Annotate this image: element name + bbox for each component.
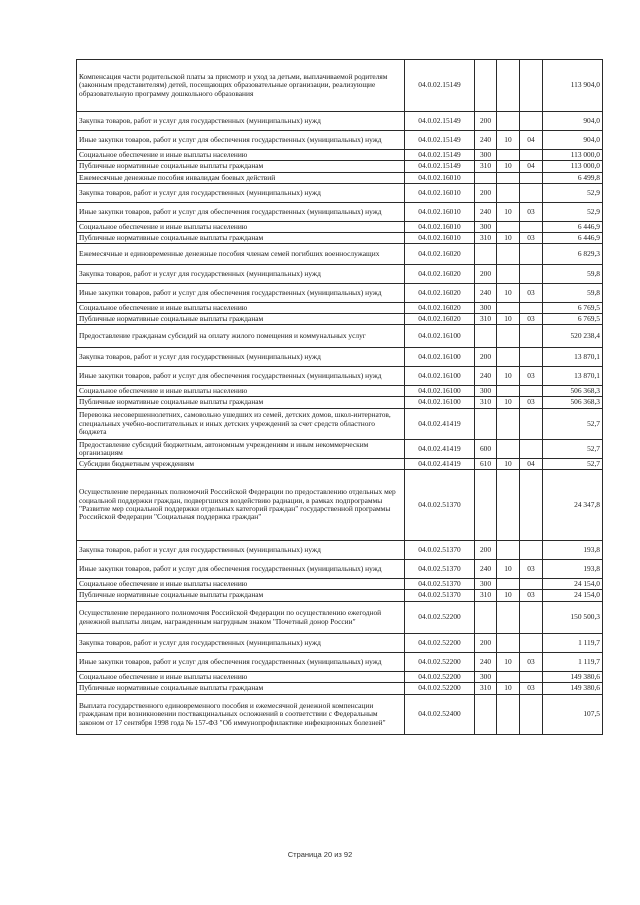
table-row	[77, 440, 603, 459]
row-name: Осуществление переданных полномочий Российской Федерации по предоставлению отдельных мер социальной поддержки граждан, подвергшихся воздействию радиации, в рамках подпрограммы "Развитие мер социальной поддержки отдельных категорий граждан" государственной программы Российской Федерации "Социальная поддержка граждан"	[77, 470, 405, 541]
row-amount: 506 368,3	[543, 397, 603, 409]
row-name: Публичные нормативные социальные выплаты гражданам	[77, 314, 405, 325]
row-expense-type: 310	[475, 683, 497, 695]
row-name: Публичные нормативные социальные выплаты гражданам	[77, 683, 405, 695]
row-subsection	[520, 184, 543, 203]
row-amount: 52,7	[543, 459, 603, 470]
row-name: Публичные нормативные социальные выплаты гражданам	[77, 397, 405, 409]
row-expense-type	[475, 60, 497, 112]
row-code: 04.0.02.51370	[405, 579, 475, 590]
table-row	[77, 131, 603, 150]
table-row	[77, 348, 603, 367]
row-code: 04.0.02.41419	[405, 409, 475, 440]
row-expense-type	[475, 244, 497, 265]
row-section	[497, 303, 520, 314]
row-section: 10	[497, 161, 520, 173]
row-name: Осуществление переданного полномочия Российской Федерации по осуществлению ежегодной денежной выплаты лицам, награжденным нагрудным знаком "Почетный донор России"	[77, 602, 405, 634]
row-subsection: 04	[520, 131, 543, 150]
row-amount: 52,9	[543, 203, 603, 222]
row-expense-type: 300	[475, 303, 497, 314]
row-subsection	[520, 173, 543, 184]
row-section	[497, 184, 520, 203]
row-section: 10	[497, 560, 520, 579]
row-name: Субсидии бюджетным учреждениям	[77, 459, 405, 470]
row-expense-type: 200	[475, 634, 497, 653]
row-subsection: 03	[520, 284, 543, 303]
row-amount: 6 829,3	[543, 244, 603, 265]
row-amount: 6 446,9	[543, 233, 603, 244]
row-code: 04.0.02.16020	[405, 303, 475, 314]
row-expense-type	[475, 325, 497, 348]
row-amount: 904,0	[543, 131, 603, 150]
row-code: 04.0.02.16020	[405, 265, 475, 284]
row-expense-type: 200	[475, 265, 497, 284]
table-row	[77, 560, 603, 579]
row-name: Социальное обеспечение и иные выплаты населению	[77, 672, 405, 683]
table-row	[77, 590, 603, 602]
row-amount: 107,5	[543, 695, 603, 735]
row-section	[497, 470, 520, 541]
row-expense-type: 310	[475, 397, 497, 409]
row-section	[497, 348, 520, 367]
row-expense-type	[475, 409, 497, 440]
row-name: Социальное обеспечение и иные выплаты населению	[77, 386, 405, 397]
table-row	[77, 325, 603, 348]
row-section: 10	[497, 459, 520, 470]
row-subsection	[520, 386, 543, 397]
row-amount: 13 870,1	[543, 367, 603, 386]
row-name: Иные закупки товаров, работ и услуг для обеспечения государственных (муниципальных) нужд	[77, 653, 405, 672]
row-expense-type: 300	[475, 386, 497, 397]
row-section: 10	[497, 683, 520, 695]
row-amount: 904,0	[543, 112, 603, 131]
row-expense-type: 240	[475, 284, 497, 303]
table-row	[77, 386, 603, 397]
row-expense-type: 310	[475, 233, 497, 244]
row-amount: 6 769,5	[543, 314, 603, 325]
row-subsection	[520, 579, 543, 590]
row-expense-type	[475, 695, 497, 735]
row-section	[497, 634, 520, 653]
row-name: Ежемесячные и единовременные денежные пособия членам семей погибших военнослужащих	[77, 244, 405, 265]
row-code: 04.0.02.15149	[405, 112, 475, 131]
table-row	[77, 672, 603, 683]
row-amount: 113 000,0	[543, 150, 603, 161]
table-row	[77, 112, 603, 131]
row-name: Закупка товаров, работ и услуг для государственных (муниципальных) нужд	[77, 184, 405, 203]
row-amount: 52,7	[543, 409, 603, 440]
row-code: 04.0.02.16020	[405, 244, 475, 265]
row-subsection	[520, 634, 543, 653]
table-row	[77, 683, 603, 695]
row-subsection: 04	[520, 459, 543, 470]
table-row	[77, 634, 603, 653]
row-code: 04.0.02.16100	[405, 325, 475, 348]
row-subsection: 03	[520, 367, 543, 386]
row-name: Иные закупки товаров, работ и услуг для обеспечения государственных (муниципальных) нужд	[77, 284, 405, 303]
table-row	[77, 397, 603, 409]
row-subsection	[520, 672, 543, 683]
row-code: 04.0.02.51370	[405, 541, 475, 560]
row-section	[497, 602, 520, 634]
row-subsection	[520, 541, 543, 560]
row-code: 04.0.02.16100	[405, 397, 475, 409]
row-name: Социальное обеспечение и иные выплаты населению	[77, 222, 405, 233]
row-code: 04.0.02.16010	[405, 203, 475, 222]
row-subsection	[520, 695, 543, 735]
row-expense-type	[475, 470, 497, 541]
row-section	[497, 60, 520, 112]
row-expense-type: 310	[475, 590, 497, 602]
row-subsection: 03	[520, 683, 543, 695]
row-code: 04.0.02.16100	[405, 348, 475, 367]
row-code: 04.0.02.16100	[405, 367, 475, 386]
row-section	[497, 112, 520, 131]
row-name: Публичные нормативные социальные выплаты гражданам	[77, 233, 405, 244]
row-code: 04.0.02.41419	[405, 459, 475, 470]
row-section	[497, 325, 520, 348]
row-subsection	[520, 325, 543, 348]
table-row	[77, 367, 603, 386]
row-amount: 52,7	[543, 440, 603, 459]
row-expense-type: 240	[475, 560, 497, 579]
row-code: 04.0.02.16010	[405, 184, 475, 203]
row-code: 04.0.02.51370	[405, 590, 475, 602]
row-code: 04.0.02.52200	[405, 683, 475, 695]
row-expense-type: 240	[475, 367, 497, 386]
row-subsection	[520, 440, 543, 459]
row-amount: 1 119,7	[543, 634, 603, 653]
row-subsection	[520, 409, 543, 440]
row-section: 10	[497, 590, 520, 602]
row-code: 04.0.02.15149	[405, 60, 475, 112]
row-amount: 506 368,3	[543, 386, 603, 397]
row-expense-type: 310	[475, 314, 497, 325]
row-section: 10	[497, 653, 520, 672]
row-code: 04.0.02.15149	[405, 150, 475, 161]
row-code: 04.0.02.16020	[405, 314, 475, 325]
row-section	[497, 672, 520, 683]
row-amount: 24 347,8	[543, 470, 603, 541]
row-subsection	[520, 150, 543, 161]
table-row	[77, 653, 603, 672]
row-amount: 24 154,0	[543, 590, 603, 602]
table-row	[77, 284, 603, 303]
page-number: Страница 20 из 92	[287, 850, 353, 859]
row-code: 04.0.02.51370	[405, 470, 475, 541]
row-expense-type: 240	[475, 131, 497, 150]
row-name: Социальное обеспечение и иные выплаты населению	[77, 150, 405, 161]
row-subsection: 03	[520, 590, 543, 602]
row-amount: 149 380,6	[543, 683, 603, 695]
row-subsection: 03	[520, 203, 543, 222]
table-row	[77, 161, 603, 173]
table-row	[77, 150, 603, 161]
row-expense-type: 300	[475, 222, 497, 233]
row-subsection: 03	[520, 233, 543, 244]
row-expense-type: 200	[475, 184, 497, 203]
row-section: 10	[497, 131, 520, 150]
row-name: Публичные нормативные социальные выплаты гражданам	[77, 161, 405, 173]
row-section: 10	[497, 367, 520, 386]
row-code: 04.0.02.16100	[405, 386, 475, 397]
row-expense-type	[475, 602, 497, 634]
row-code: 04.0.02.16010	[405, 222, 475, 233]
row-subsection	[520, 265, 543, 284]
table-row	[77, 60, 603, 112]
row-code: 04.0.02.16010	[405, 173, 475, 184]
row-subsection: 03	[520, 653, 543, 672]
row-code: 04.0.02.15149	[405, 131, 475, 150]
row-amount: 1 119,7	[543, 653, 603, 672]
row-expense-type: 240	[475, 653, 497, 672]
table-row	[77, 184, 603, 203]
row-expense-type: 310	[475, 161, 497, 173]
table-row	[77, 303, 603, 314]
row-amount: 6 769,5	[543, 303, 603, 314]
row-amount: 149 380,6	[543, 672, 603, 683]
row-subsection	[520, 303, 543, 314]
row-code: 04.0.02.15149	[405, 161, 475, 173]
row-subsection	[520, 60, 543, 112]
row-expense-type: 240	[475, 203, 497, 222]
row-expense-type: 200	[475, 541, 497, 560]
table-row	[77, 244, 603, 265]
table-row	[77, 602, 603, 634]
table-row	[77, 409, 603, 440]
row-amount: 6 446,9	[543, 222, 603, 233]
row-section: 10	[497, 314, 520, 325]
table-row	[77, 222, 603, 233]
row-section: 10	[497, 233, 520, 244]
row-name: Закупка товаров, работ и услуг для государственных (муниципальных) нужд	[77, 541, 405, 560]
row-name: Закупка товаров, работ и услуг для государственных (муниципальных) нужд	[77, 112, 405, 131]
row-code: 04.0.02.52200	[405, 602, 475, 634]
row-name: Предоставление гражданам субсидий на оплату жилого помещения и коммунальных услуг	[77, 325, 405, 348]
row-amount: 52,9	[543, 184, 603, 203]
row-amount: 520 238,4	[543, 325, 603, 348]
row-expense-type: 300	[475, 672, 497, 683]
row-amount: 13 870,1	[543, 348, 603, 367]
row-code: 04.0.02.16010	[405, 233, 475, 244]
row-code: 04.0.02.51370	[405, 560, 475, 579]
row-expense-type: 300	[475, 150, 497, 161]
row-subsection	[520, 602, 543, 634]
row-name: Публичные нормативные социальные выплаты гражданам	[77, 590, 405, 602]
row-name: Иные закупки товаров, работ и услуг для обеспечения государственных (муниципальных) нужд	[77, 203, 405, 222]
row-section	[497, 541, 520, 560]
row-subsection: 04	[520, 161, 543, 173]
row-name: Иные закупки товаров, работ и услуг для обеспечения государственных (муниципальных) нужд	[77, 367, 405, 386]
row-section	[497, 695, 520, 735]
row-section	[497, 222, 520, 233]
row-code: 04.0.02.52400	[405, 695, 475, 735]
row-name: Предоставление субсидий бюджетным, автономным учреждениям и иным некоммерческим организациям	[77, 440, 405, 459]
row-section	[497, 579, 520, 590]
row-subsection	[520, 348, 543, 367]
budget-table-body	[77, 60, 603, 735]
row-expense-type: 610	[475, 459, 497, 470]
row-code: 04.0.02.16020	[405, 284, 475, 303]
row-name: Иные закупки товаров, работ и услуг для обеспечения государственных (муниципальных) нужд	[77, 131, 405, 150]
table-row	[77, 203, 603, 222]
row-amount: 113 000,0	[543, 161, 603, 173]
row-subsection: 03	[520, 560, 543, 579]
row-expense-type	[475, 173, 497, 184]
row-expense-type: 300	[475, 579, 497, 590]
table-row	[77, 173, 603, 184]
budget-table-container	[76, 59, 602, 735]
row-section	[497, 409, 520, 440]
row-section	[497, 173, 520, 184]
row-code: 04.0.02.41419	[405, 440, 475, 459]
row-name: Социальное обеспечение и иные выплаты населению	[77, 579, 405, 590]
row-name: Закупка товаров, работ и услуг для государственных (муниципальных) нужд	[77, 634, 405, 653]
row-amount: 113 904,0	[543, 60, 603, 112]
row-section: 10	[497, 203, 520, 222]
row-expense-type: 200	[475, 112, 497, 131]
table-row	[77, 579, 603, 590]
row-subsection	[520, 112, 543, 131]
row-expense-type: 200	[475, 348, 497, 367]
row-name: Закупка товаров, работ и услуг для государственных (муниципальных) нужд	[77, 265, 405, 284]
budget-table	[76, 59, 603, 735]
row-name: Компенсация части родительской платы за присмотр и уход за детьми, выплачиваемой родителям (законным представителям) детей, посещающих образовательные организации, реализующие образовательную программу дошкольного образования	[77, 60, 405, 112]
row-section	[497, 265, 520, 284]
row-section	[497, 440, 520, 459]
row-code: 04.0.02.52200	[405, 653, 475, 672]
row-subsection: 03	[520, 397, 543, 409]
row-name: Социальное обеспечение и иные выплаты населению	[77, 303, 405, 314]
table-row	[77, 233, 603, 244]
table-row	[77, 695, 603, 735]
row-amount: 59,8	[543, 284, 603, 303]
table-row	[77, 470, 603, 541]
row-amount: 193,8	[543, 541, 603, 560]
row-section: 10	[497, 397, 520, 409]
row-amount: 193,8	[543, 560, 603, 579]
row-name: Закупка товаров, работ и услуг для государственных (муниципальных) нужд	[77, 348, 405, 367]
row-section	[497, 244, 520, 265]
row-subsection	[520, 244, 543, 265]
row-section	[497, 150, 520, 161]
table-row	[77, 459, 603, 470]
row-expense-type: 600	[475, 440, 497, 459]
row-amount: 24 154,0	[543, 579, 603, 590]
row-subsection	[520, 470, 543, 541]
table-row	[77, 314, 603, 325]
row-subsection	[520, 222, 543, 233]
table-row	[77, 265, 603, 284]
row-amount: 59,8	[543, 265, 603, 284]
row-section	[497, 386, 520, 397]
row-name: Иные закупки товаров, работ и услуг для обеспечения государственных (муниципальных) нужд	[77, 560, 405, 579]
row-section: 10	[497, 284, 520, 303]
row-name: Перевозка несовершеннолетних, самовольно ушедших из семей, детских домов, школ-интернатов, специальных учебно-воспитательных и иных детских учреждений за счет средств областного бюджета	[77, 409, 405, 440]
row-amount: 6 499,8	[543, 173, 603, 184]
row-code: 04.0.02.52200	[405, 672, 475, 683]
row-amount: 150 500,3	[543, 602, 603, 634]
table-row	[77, 541, 603, 560]
row-name: Ежемесячные денежные пособия инвалидам боевых действий	[77, 173, 405, 184]
row-subsection: 03	[520, 314, 543, 325]
row-code: 04.0.02.52200	[405, 634, 475, 653]
row-name: Выплата государственного единовременного пособия и ежемесячной денежной компенсации гражданам при возникновении поствакцинальных осложнений в соответствии с Федеральным законом от 17 сентября 1998 года № 157-ФЗ "Об иммунопрофилактике инфекционных болезней"	[77, 695, 405, 735]
